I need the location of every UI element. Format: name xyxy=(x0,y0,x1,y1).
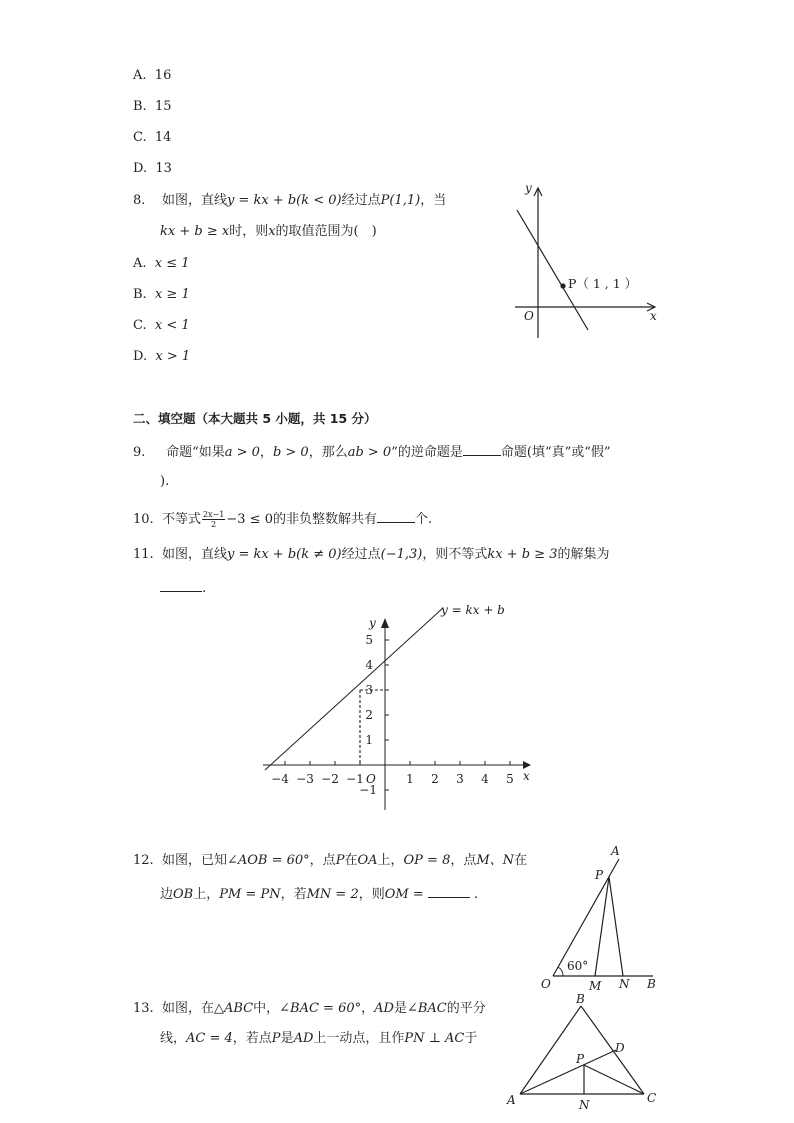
q7-option-a xyxy=(133,67,171,85)
question-number: 13. xyxy=(133,1001,154,1016)
segment-pn xyxy=(609,877,623,976)
option-text: 14 xyxy=(154,130,172,145)
q8-option-c xyxy=(133,317,190,335)
text: 中， xyxy=(253,1001,280,1016)
math: OB xyxy=(173,887,194,902)
math: OM = xyxy=(384,887,424,902)
y-tick-label: 1 xyxy=(365,733,373,747)
text: . xyxy=(474,887,479,902)
option-label: A. xyxy=(133,256,147,271)
x-tick-label: −2 xyxy=(321,772,339,786)
x-ticks xyxy=(285,761,510,765)
text: 于 xyxy=(464,1031,478,1046)
segment-pc xyxy=(584,1065,644,1094)
question-number: 12. xyxy=(133,853,154,868)
option-label: B. xyxy=(133,287,147,302)
math: P xyxy=(271,1031,281,1046)
text: 时，则 xyxy=(229,224,269,239)
option-text: 13 xyxy=(155,161,172,176)
answer-blank[interactable] xyxy=(160,578,202,592)
q11-line2 xyxy=(160,578,206,598)
text: 如图，已知 xyxy=(161,853,227,868)
math: y = kx + b(k ≠ 0) xyxy=(226,547,342,562)
answer-blank[interactable] xyxy=(463,442,501,456)
math: P xyxy=(335,853,345,868)
line-label: y = kx + b xyxy=(441,603,505,617)
point-p xyxy=(560,283,565,288)
y-axis-arrow xyxy=(381,618,389,628)
q7-option-b xyxy=(133,98,172,116)
text: ， xyxy=(361,1001,375,1016)
label-n: N xyxy=(579,1098,590,1112)
label-p: P xyxy=(576,1052,585,1066)
line-y-kx-b xyxy=(265,608,443,770)
origin-label: O xyxy=(524,309,534,323)
math: ab > 0 xyxy=(347,445,392,460)
q12-line1 xyxy=(133,852,527,870)
text: 经过点 xyxy=(341,547,381,562)
angle-arc xyxy=(558,967,563,976)
y-tick-label: 5 xyxy=(365,633,373,647)
math: OA xyxy=(357,853,378,868)
denominator: 2 xyxy=(211,520,217,529)
math: OP = 8 xyxy=(403,853,451,868)
label-a: A xyxy=(507,1093,516,1107)
q8-line1 xyxy=(133,192,446,210)
side-bc xyxy=(581,1006,644,1094)
math: ∠BAC xyxy=(406,1001,447,1016)
x-tick-label: −1 xyxy=(346,772,364,786)
option-label: C. xyxy=(133,130,147,145)
x-tick-labels xyxy=(271,772,514,786)
q12-figure xyxy=(535,843,665,993)
math: kx + b ≥ x xyxy=(160,224,230,239)
answer-blank[interactable] xyxy=(428,884,470,898)
text: ，若 xyxy=(280,887,307,902)
math: P(1,1) xyxy=(380,193,421,208)
x-tick-label: −4 xyxy=(271,772,289,786)
question-number: 9. xyxy=(133,445,146,460)
x-tick-label: 4 xyxy=(481,772,489,786)
math: ∠BAC = 60° xyxy=(279,1001,362,1016)
q8-option-d xyxy=(133,348,190,366)
q13-line2 xyxy=(160,1030,477,1048)
question-number: 10. xyxy=(133,512,154,527)
y-axis-label: y xyxy=(525,181,532,195)
q8-option-b xyxy=(133,286,190,304)
q7-option-d xyxy=(133,160,172,178)
text: 的取值范围为( ) xyxy=(275,224,377,239)
label-b: B xyxy=(576,992,585,1006)
label-d: D xyxy=(615,1041,625,1055)
label-b: B xyxy=(647,977,656,991)
option-label: A. xyxy=(133,68,147,83)
option-text: x < 1 xyxy=(154,318,190,333)
text: 在 xyxy=(514,853,528,868)
label-p: P xyxy=(595,868,604,882)
fraction xyxy=(202,510,225,529)
text: 线， xyxy=(160,1031,187,1046)
text: 上， xyxy=(193,887,220,902)
x-tick-label: 5 xyxy=(506,772,514,786)
text: ，当 xyxy=(420,193,447,208)
x-axis-arrow xyxy=(523,761,531,769)
option-text: 16 xyxy=(154,68,172,83)
q7-option-c xyxy=(133,129,171,147)
math: b > 0 xyxy=(272,445,309,460)
option-text: x ≥ 1 xyxy=(154,287,190,302)
label-a: A xyxy=(611,844,620,858)
x-tick-label: 1 xyxy=(406,772,414,786)
text: −3 ≤ 0的非负整数解共有 xyxy=(226,512,377,527)
q13-line1 xyxy=(133,1000,486,1018)
label-n: N xyxy=(619,977,630,991)
option-label: B. xyxy=(133,99,147,114)
text: 上， xyxy=(377,853,404,868)
math: PM = PN xyxy=(219,887,281,902)
text: 命题“如果 xyxy=(166,445,225,460)
math: ∠AOB = 60° xyxy=(226,853,310,868)
q8-option-a xyxy=(133,255,190,273)
text: 边 xyxy=(160,887,174,902)
option-text: x > 1 xyxy=(155,349,191,364)
y-tick-label: 3 xyxy=(365,683,373,697)
math: AC = 4 xyxy=(186,1031,233,1046)
text: ，则 xyxy=(358,887,385,902)
x-tick-label: 3 xyxy=(456,772,464,786)
text: 是 xyxy=(280,1031,294,1046)
text: ，则不等式 xyxy=(422,547,488,562)
math: AD xyxy=(374,1001,394,1016)
text: 命题(填“真”或“假” xyxy=(500,445,611,460)
text: 如图，在 xyxy=(161,1001,214,1016)
text: . xyxy=(202,581,207,596)
origin-label: O xyxy=(366,772,376,786)
bisector-ad xyxy=(520,1050,616,1094)
math: kx + b ≥ 3 xyxy=(487,547,558,562)
q9-line2: ). xyxy=(160,474,170,489)
label-m: M xyxy=(589,979,602,993)
q11-graph xyxy=(255,600,545,810)
numerator: 2x−1 xyxy=(202,510,225,519)
text: 不等式 xyxy=(161,512,201,527)
text: ，若点 xyxy=(232,1031,272,1046)
y-tick-label: 2 xyxy=(365,708,373,722)
q8-figure xyxy=(505,180,665,340)
math: y = kx + b(k < 0) xyxy=(226,193,342,208)
y-axis-label: y xyxy=(369,616,376,630)
angle-label: 60° xyxy=(567,959,589,973)
y-tick-label: −1 xyxy=(359,783,377,797)
section-heading: 二、填空题（本大题共 5 小题，共 15 分） xyxy=(133,411,377,426)
q13-figure xyxy=(502,992,662,1115)
text: 上一动点，且作 xyxy=(313,1031,405,1046)
math: AD xyxy=(293,1031,314,1046)
question-number: 11. xyxy=(133,547,154,562)
option-label: D. xyxy=(133,349,148,364)
label-c: C xyxy=(647,1091,657,1105)
text: ”的逆命题是 xyxy=(391,445,463,460)
option-label: C. xyxy=(133,318,147,333)
q9-line1 xyxy=(133,442,611,462)
answer-blank[interactable] xyxy=(377,509,415,523)
text: ，那么 xyxy=(308,445,348,460)
text: 个. xyxy=(414,512,433,527)
q8-line2 xyxy=(160,223,377,241)
q12-line2 xyxy=(160,884,478,904)
math: MN = 2 xyxy=(306,887,359,902)
math: M、N xyxy=(476,853,515,868)
text: ，点 xyxy=(309,853,336,868)
q11-line1 xyxy=(133,546,610,564)
math: a > 0 xyxy=(224,445,260,460)
text: 在 xyxy=(344,853,358,868)
text: 如图，直线 xyxy=(161,547,227,562)
math: (−1,3) xyxy=(380,547,423,562)
x-axis-label: x xyxy=(650,309,657,323)
x-tick-label: 2 xyxy=(431,772,439,786)
option-text: 15 xyxy=(154,99,172,114)
q10-line xyxy=(133,509,432,529)
x-tick-label: −3 xyxy=(296,772,314,786)
math: x xyxy=(268,224,276,239)
text: ， xyxy=(259,445,273,460)
option-label: D. xyxy=(133,161,148,176)
text: ，点 xyxy=(450,853,477,868)
text: 的解集为 xyxy=(557,547,610,562)
x-axis-label: x xyxy=(523,769,530,783)
text: 经过点 xyxy=(341,193,381,208)
side-ab xyxy=(520,1006,581,1094)
label-o: O xyxy=(541,977,551,991)
math: PN ⊥ AC xyxy=(404,1031,465,1046)
point-p-label: P（ 1 , 1 ） xyxy=(568,276,638,291)
text: 如图，直线 xyxy=(161,193,227,208)
question-number: 8. xyxy=(133,193,146,208)
y-ticks xyxy=(385,640,389,790)
text: 的平分 xyxy=(446,1001,486,1016)
option-text: x ≤ 1 xyxy=(154,256,190,271)
y-tick-label: 4 xyxy=(365,658,373,672)
math: △ABC xyxy=(213,1001,254,1016)
segment-pm xyxy=(595,877,609,976)
text: 是 xyxy=(393,1001,407,1016)
